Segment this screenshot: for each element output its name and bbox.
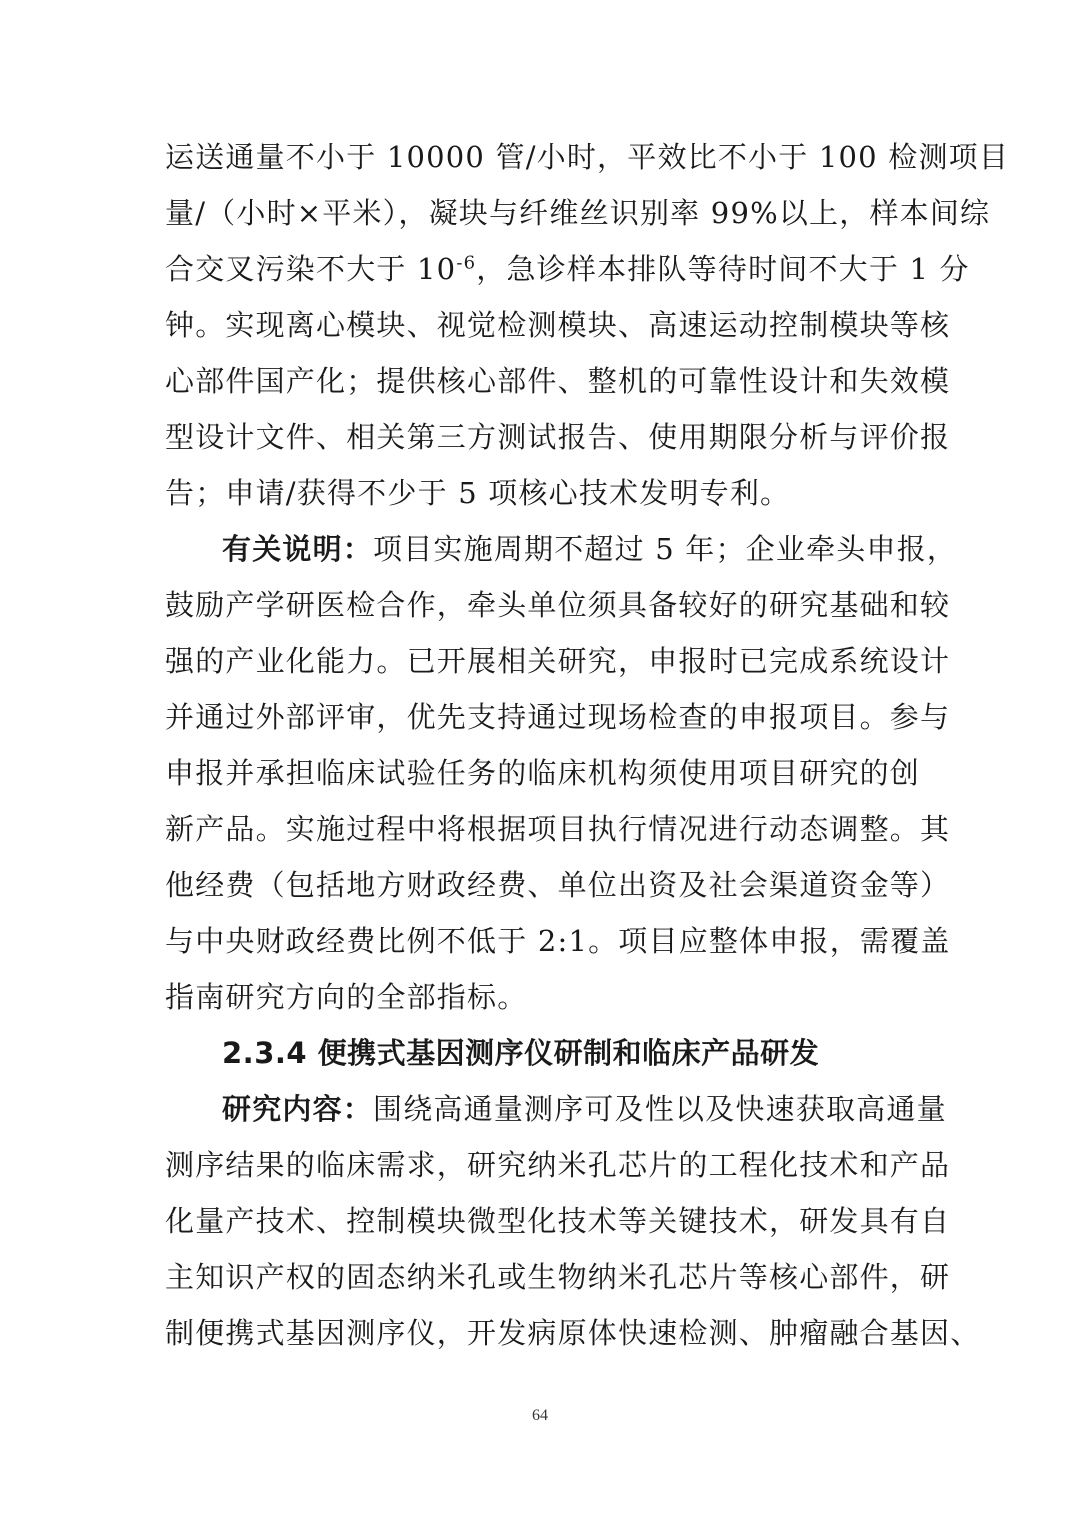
body-line: 并通过外部评审，优先支持通过现场检查的申报项目。参与 [165, 700, 951, 734]
body-line: 新产品。实施过程中将根据项目执行情况进行动态调整。其 [165, 812, 951, 846]
body-text: ，急诊样本排队等待时间不大于 1 分 [476, 252, 970, 286]
body-line: 心部件国产化；提供核心部件、整机的可靠性设计和失效模 [165, 364, 951, 398]
body-line: 与中央财政经费比例不低于 2:1。项目应整体申报，需覆盖 [165, 924, 951, 958]
superscript-exponent: -6 [456, 252, 477, 274]
page-number: 64 [532, 1407, 548, 1424]
section-heading: 2.3.4 便携式基因测序仪研制和临床产品研发 [222, 1036, 820, 1070]
body-text: 围绕高通量测序可及性以及快速获取高通量 [373, 1092, 947, 1126]
body-line: 钟。实现离心模块、视觉检测模块、高速运动控制模块等核 [165, 308, 951, 342]
body-line: 申报并承担临床试验任务的临床机构须使用项目研究的创 [165, 756, 921, 790]
body-line: 化量产技术、控制模块微型化技术等关键技术，研发具有自 [165, 1204, 951, 1238]
notes-line [222, 529, 958, 569]
body-line: 运送通量不小于 10000 管/小时，平效比不小于 100 检测项目 [165, 140, 1010, 174]
body-line: 他经费（包括地方财政经费、单位出资及社会渠道资金等） [165, 868, 951, 902]
research-label: 研究内容： [222, 1092, 374, 1126]
body-text: 合交叉污染不大于 10 [165, 252, 457, 286]
body-text: 项目实施周期不超过 5 年；企业牵头申报， [373, 532, 958, 566]
body-line: 主知识产权的固态纳米孔或生物纳米孔芯片等核心部件，研 [165, 1260, 951, 1294]
body-line: 鼓励产学研医检合作，牵头单位须具备较好的研究基础和较 [165, 588, 951, 622]
research-line [222, 1089, 947, 1129]
body-line: 制便携式基因测序仪，开发病原体快速检测、肿瘤融合基因、 [165, 1316, 981, 1350]
body-line: 指南研究方向的全部指标。 [165, 980, 528, 1014]
body-line: 告；申请/获得不少于 5 项核心技术发明专利。 [165, 476, 791, 510]
body-line: 量/（小时×平米），凝块与纤维丝识别率 99%以上，样本间综 [165, 196, 991, 230]
body-line: 强的产业化能力。已开展相关研究，申报时已完成系统设计 [165, 644, 951, 678]
body-line: 测序结果的临床需求，研究纳米孔芯片的工程化技术和产品 [165, 1148, 951, 1182]
body-line: 型设计文件、相关第三方测试报告、使用期限分析与评价报 [165, 420, 951, 454]
body-line [165, 249, 970, 289]
notes-label: 有关说明： [222, 532, 374, 566]
